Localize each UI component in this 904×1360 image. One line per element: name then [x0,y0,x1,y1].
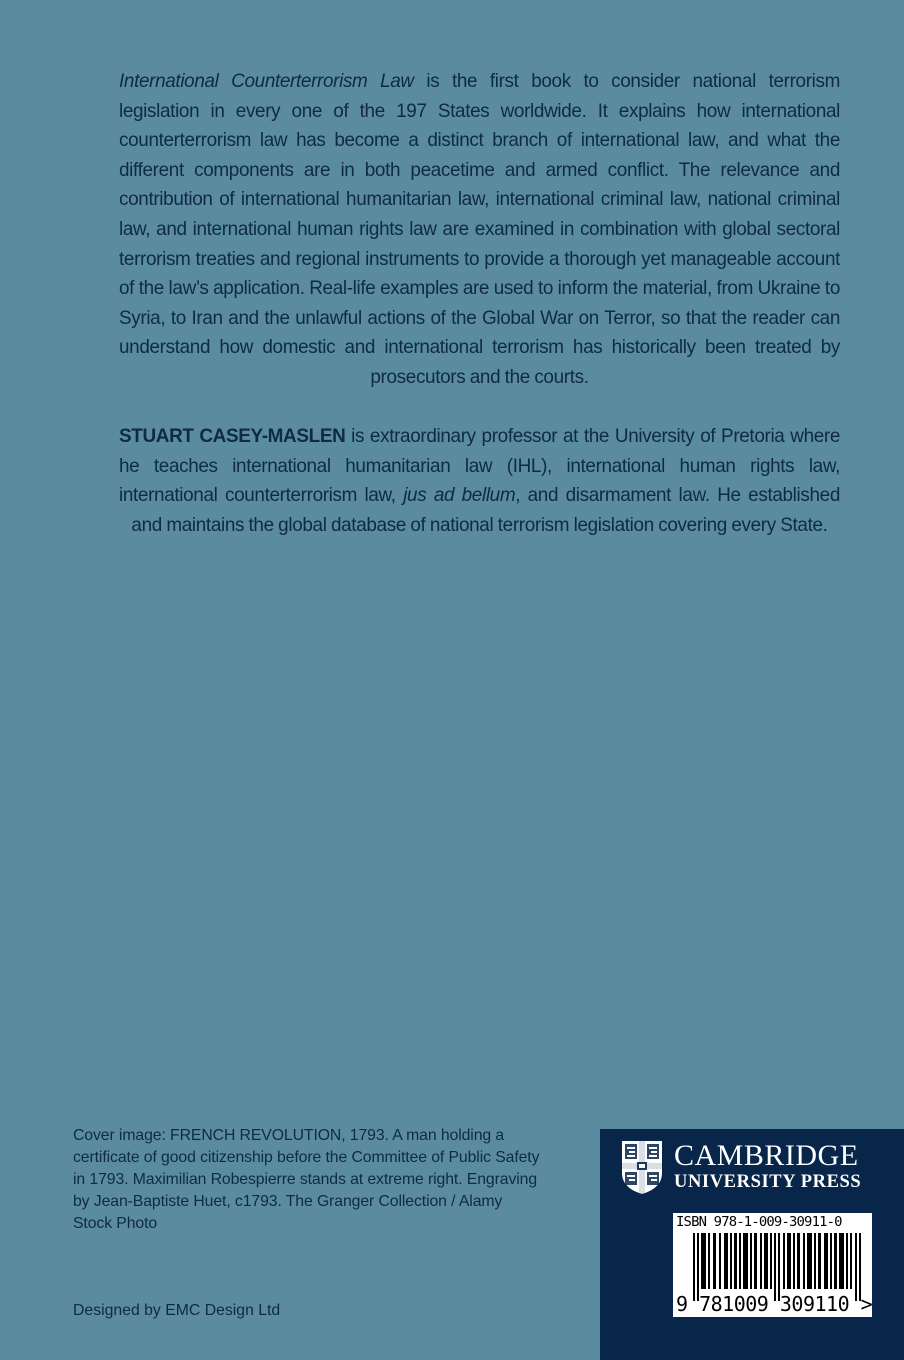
publisher-name-line2: UNIVERSITY PRESS [674,1172,862,1192]
ean-digits: 9 781009 309110 > [676,1292,873,1316]
bio-text-1: is extraordinary professor at the University of Pretoria where he teaches international humanitarian law (IHL), international human rights law, international counterterrorism law, [119,426,841,507]
shield-crest-icon [620,1139,664,1195]
publisher-logo [620,1139,861,1195]
book-description [119,67,840,393]
barcode-icon [693,1233,863,1301]
publisher-panel [600,1129,904,1360]
author-name: STUART CASEY-MASLEN [119,426,346,448]
blurb-section [119,67,840,541]
description-text: is the first book to consider national terrorism legislation in every one of the 197 States worldwide. It explains how international counterterrorism law has become a distinct branch of international law, and what the different components are in both peacetime and armed conflict. The relevance and contribution of international humanitarian law, international criminal law, national criminal law, and international human rights law are examined in combination with global sectoral terrorism treaties and regional instruments to provide a thorough yet manageable account of the law’s application. Real-life examples are used to inform the material, from Ukraine to Syria, to Iran and the unlawful actions of the Global War on Terror, so that the reader can understand how domestic and international terrorism has historically been treated by prosecutors and the courts. [119,71,841,388]
publisher-wordmark [674,1141,861,1193]
book-title: International Counterterrorism Law [119,71,414,92]
isbn-label: ISBN 978-1-009-30911-0 [676,1214,842,1230]
cover-image-credit: Cover image: FRENCH REVOLUTION, 1793. A man holding a certificate of good citizenship before the Committee of Public Safety in 1793. Maximilian Robespierre stands at extreme right. Engraving by Jean-Baptiste Huet, c1793. The Granger Collection / Alamy Stock Photo [73,1127,540,1232]
publisher-name-line1: CAMBRIDGE [674,1139,859,1172]
isbn-barcode [673,1213,872,1317]
bio-text-2: , and disarmament law. He established and maintains the global database of national terrorism legislation covering every State. [131,485,841,536]
author-bio [119,422,840,540]
bio-italic: jus ad bellum [403,485,516,507]
designer-credit: Designed by EMC Design Ltd [73,1302,281,1319]
